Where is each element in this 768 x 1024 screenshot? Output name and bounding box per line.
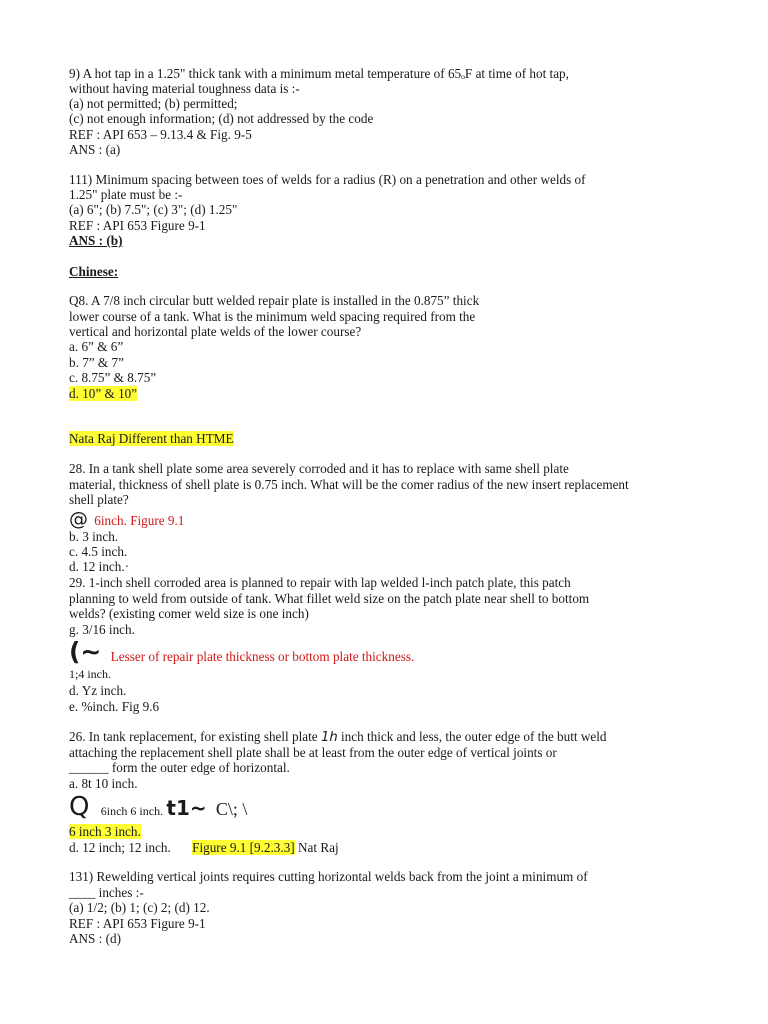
q131-reference: REF : API 653 Figure 9-1	[69, 916, 206, 931]
q111-options: (a) 6"; (b) 7.5"; (c) 3"; (d) 1.25"	[69, 202, 238, 217]
figure-reference-highlighted: Figure 9.1 [9.2.3.3]	[192, 840, 295, 855]
q26-line: ______ form the outer edge of horizontal.	[69, 760, 290, 775]
q131-line: ____ inches :-	[69, 885, 144, 900]
q26-option-answer: Q 6inch 6 inch. t1~ C\; \	[69, 792, 248, 822]
q29-line: welds? (existing comer weld size is one inch)	[69, 606, 309, 621]
handwritten-mark: C\; \	[215, 799, 248, 819]
q111-line: 111) Minimum spacing between toes of welds for a radius (R) on a penetration and other welds of	[69, 172, 586, 187]
q28-line: material, thickness of shell plate is 0.75 inch. What will be the comer radius of the new insert replacement	[69, 477, 629, 492]
q9-options: (c) not enough information; (d) not addressed by the code	[69, 111, 374, 126]
q29-option-answer	[69, 638, 414, 671]
handwritten-mark: t1~	[166, 796, 207, 820]
q26-option-d: d. 12 inch; 12 inch. Figure 9.1 [9.2.3.3] Nat Raj	[69, 840, 339, 855]
q28-option-a	[69, 509, 184, 531]
q8-option-d-highlighted: d. 10” & 10”	[69, 386, 138, 401]
q29-line: 29. 1-inch shell corroded area is planned to repair with lap welded l-inch patch plate, this patch	[69, 575, 571, 590]
handwritten-mark: @	[69, 508, 88, 530]
q9-line: 9) A hot tap in a 1.25" thick tank with a minimum metal temperature of 65ₒF at time of hot tap,	[69, 66, 569, 81]
q29-line: planning to weld from outside of tank. What fillet weld size on the patch plate near shell to bottom	[69, 591, 590, 606]
q131-answer: ANS : (d)	[69, 931, 122, 946]
section-heading: Chinese:	[69, 264, 119, 279]
q28-option-c: c. 4.5 inch.	[69, 544, 128, 559]
q8-line: lower course of a tank. What is the minimum weld spacing required from the	[69, 309, 476, 324]
q9-answer: ANS : (a)	[69, 142, 121, 157]
q9-options: (a) not permitted; (b) permitted;	[69, 96, 238, 111]
q28-option-b: b. 3 inch.	[69, 529, 119, 544]
nata-raj-note: Nata Raj Different than HTME	[69, 431, 234, 446]
q29-option-1: 1;4 inch.	[69, 667, 111, 681]
q28-option-d: d. 12 inch.·	[69, 559, 130, 574]
q8-line: Q8. A 7/8 inch circular butt welded repair plate is installed in the 0.875” thick	[69, 293, 480, 308]
q29-option-g: g. 3/16 inch.	[69, 622, 135, 637]
q8-line: vertical and horizontal plate welds of the lower course?	[69, 324, 362, 339]
q28-answer-note: 6inch. Figure 9.1	[94, 513, 185, 528]
q29-option-e: e. %inch. Fig 9.6	[69, 699, 160, 714]
q26-line: attaching the replacement shell plate shall be at least from the outer edge of vertical joints or	[69, 745, 557, 760]
q28-line: shell plate?	[69, 492, 129, 507]
q111-reference: REF : API 653 Figure 9-1	[69, 218, 206, 233]
q29-option-d: d. Yz inch.	[69, 683, 127, 698]
handwritten-mark: Q	[69, 792, 90, 822]
q131-options: (a) 1/2; (b) 1; (c) 2; (d) 12.	[69, 900, 210, 915]
q9-reference: REF : API 653 – 9.13.4 & Fig. 9-5	[69, 127, 252, 142]
q28-line: 28. In a tank shell plate some area severely corroded and it has to replace with same shell plate	[69, 461, 569, 476]
q9-line: without having material toughness data is :-	[69, 81, 300, 96]
q8-option-a: a. 6” & 6”	[69, 339, 124, 354]
q29-answer-note: Lesser of repair plate thickness or bottom plate thickness.	[110, 648, 415, 664]
q111-line: 1.25" plate must be :-	[69, 187, 183, 202]
q8-option-c: c. 8.75” & 8.75”	[69, 370, 157, 385]
q26-line: 26. In tank replacement, for existing shell plate 1h inch thick and less, the outer edge of the butt weld	[69, 729, 607, 745]
q26-option-a: a. 8t 10 inch.	[69, 776, 138, 791]
q111-answer: ANS : (b)	[69, 233, 123, 248]
q131-line: 131) Rewelding vertical joints requires cutting horizontal welds back from the joint a minimum of	[69, 869, 588, 884]
q8-option-b: b. 7” & 7”	[69, 355, 124, 370]
handwritten-mark: (~	[69, 637, 102, 666]
q26-highlighted-answer: 6 inch 3 inch.	[69, 824, 141, 839]
